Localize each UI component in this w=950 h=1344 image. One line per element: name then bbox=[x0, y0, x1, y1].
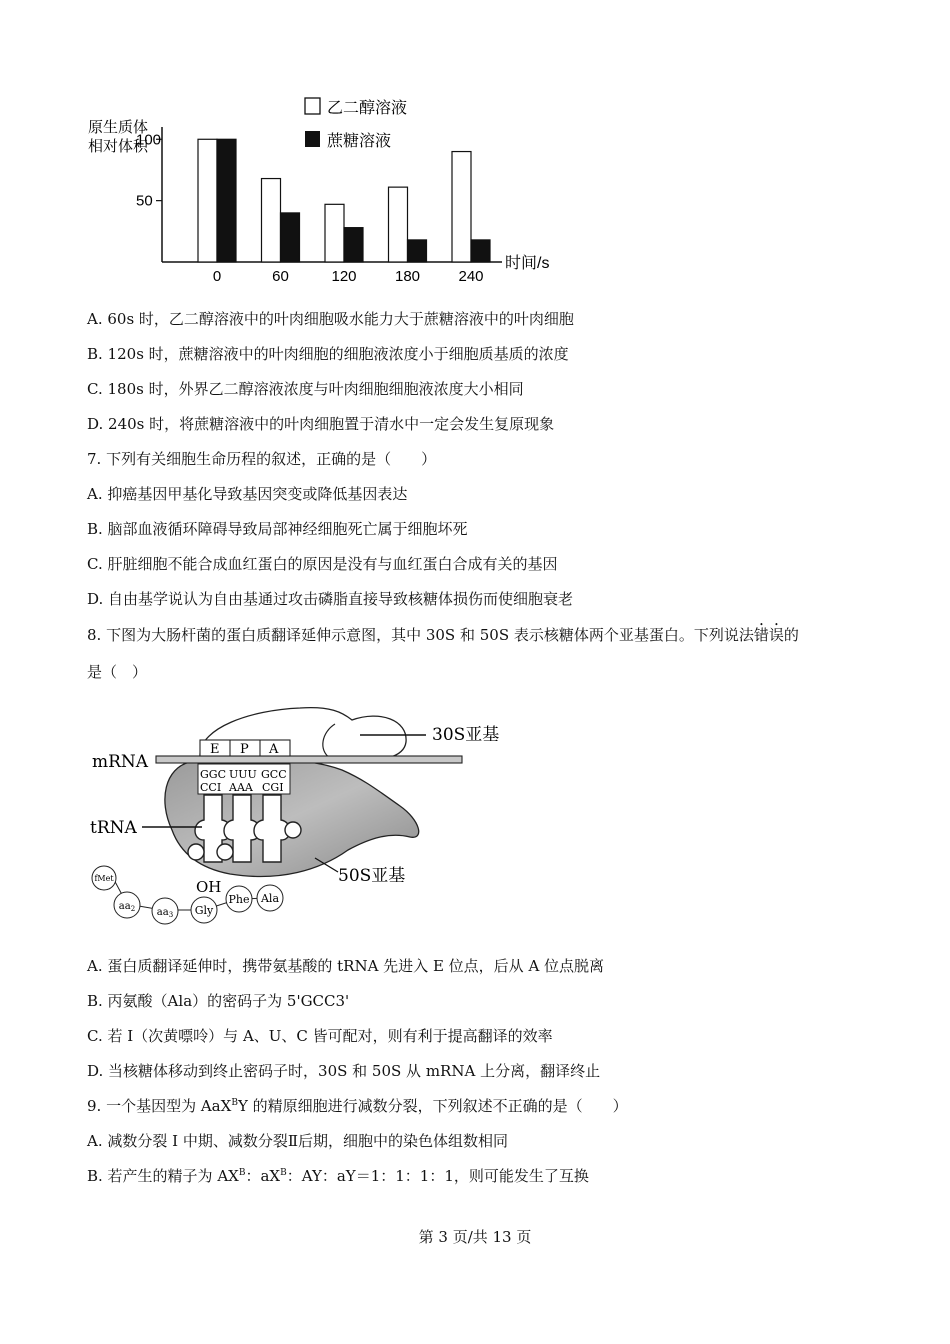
q8-stem-line2: 是（ ） bbox=[87, 663, 148, 681]
q6-option-a: A. 60s 时，乙二醇溶液中的叶肉细胞吸水能力大于蔗糖溶液中的叶肉细胞 bbox=[87, 310, 574, 328]
bar-chart bbox=[80, 85, 600, 290]
bars bbox=[198, 139, 490, 262]
label-30s: 30S亚基 bbox=[432, 725, 500, 745]
trna-1-loop bbox=[188, 844, 204, 860]
q8-stem bbox=[87, 625, 799, 645]
x-tick-60: 60 bbox=[272, 268, 289, 285]
amino-acid-ala bbox=[257, 885, 283, 911]
q9-option-b-sup1: B bbox=[238, 1168, 246, 1178]
q9-option-a: A. 减数分裂 I 中期、减数分裂Ⅱ后期，细胞中的染色体组数相同 bbox=[87, 1132, 509, 1150]
q8-emphasis-char-1: 错 bbox=[753, 626, 769, 644]
legend bbox=[305, 98, 407, 150]
legend-label-ethylene-glycol: 乙二醇溶液 bbox=[327, 100, 408, 117]
site-e: E bbox=[210, 742, 220, 757]
q8-option-b: B. 丙氨酸（Ala）的密码子为 5'GCC3' bbox=[87, 992, 350, 1010]
legend-swatch-ethylene-glycol bbox=[305, 98, 320, 114]
q8-option-d: D. 当核糖体移动到终止密码子时，30S 和 50S 从 mRNA 上分离，翻译终止 bbox=[87, 1062, 601, 1080]
amino-acid-fmet bbox=[92, 866, 116, 890]
q7-option-d: D. 自由基学说认为自由基通过攻击磷脂直接导致核糖体损伤而使细胞衰老 bbox=[87, 590, 574, 608]
bar-ethylene-glycol-120 bbox=[325, 204, 344, 262]
q7-stem: 7. 下列有关细胞生命历程的叙述，正确的是（ ） bbox=[87, 450, 437, 468]
amino-acid-aa3-label: $aa_3$ bbox=[156, 907, 174, 919]
anticodon-2: AAA bbox=[229, 781, 253, 794]
q8-option-c: C. 若 I（次黄嘌呤）与 A、U、C 皆可配对，则有利于提高翻译的效率 bbox=[87, 1027, 553, 1045]
legend-label-sucrose: 蔗糖溶液 bbox=[327, 133, 392, 150]
codon-3: GCC bbox=[261, 768, 287, 781]
q9-stem-sup: B bbox=[231, 1098, 238, 1108]
y-axis-label-line2: 相对体积 bbox=[88, 138, 149, 155]
label-oh: OH bbox=[196, 878, 222, 896]
bar-ethylene-glycol-180 bbox=[389, 187, 408, 262]
q8-option-a: A. 蛋白质翻译延伸时，携带氨基酸的 tRNA 先进入 E 位点，后从 A 位点脱离 bbox=[87, 957, 605, 975]
mrna-strand bbox=[156, 756, 462, 763]
amino-acid-phe-label: Phe bbox=[228, 893, 250, 906]
amino-acid-ala-label: Ala bbox=[260, 892, 280, 905]
x-tick-0: 0 bbox=[212, 268, 222, 285]
bar-ethylene-glycol-240 bbox=[452, 152, 471, 262]
codon-1: GGC bbox=[200, 768, 226, 781]
q8-stem-text: 8. 下图为大肠杆菌的蛋白质翻译延伸示意图，其中 30S 和 50S 表示核糖体两个亚基蛋白。下列说法 bbox=[87, 626, 754, 644]
bar-ethylene-glycol-60 bbox=[262, 179, 281, 262]
amino-acid-gly-label: Gly bbox=[194, 904, 214, 917]
bar-sucrose-0 bbox=[217, 139, 236, 262]
site-p: P bbox=[240, 742, 249, 757]
page-footer: 第 3 页/共 13 页 bbox=[418, 1228, 532, 1246]
q6-option-b: B. 120s 时，蔗糖溶液中的叶肉细胞的细胞液浓度小于细胞质基质的浓度 bbox=[87, 345, 569, 363]
q7-option-a: A. 抑癌基因甲基化导致基因突变或降低基因表达 bbox=[87, 485, 408, 503]
q7-option-b: B. 脑部血液循环障碍导致局部神经细胞死亡属于细胞坏死 bbox=[87, 520, 468, 538]
y-ticks bbox=[136, 131, 162, 209]
amino-acid-aa3 bbox=[152, 898, 178, 924]
q9-option-b-part3: ：AY：aY＝1：1：1：1，则可能发生了互换 bbox=[286, 1167, 589, 1185]
anticodon-1: CCI bbox=[200, 781, 222, 794]
y-tick-label-50: 50 bbox=[136, 192, 153, 210]
q6-option-d: D. 240s 时，将蔗糖溶液中的叶肉细胞置于清水中一定会发生复原现象 bbox=[87, 415, 555, 433]
bar-sucrose-240 bbox=[471, 240, 490, 262]
amino-acid-aa2-label: $aa_2$ bbox=[118, 901, 136, 913]
sites-box bbox=[200, 740, 290, 757]
q9-stem-part1: 9. 一个基因型为 AaX bbox=[87, 1097, 232, 1115]
q7-option-c: C. 肝脏细胞不能合成血红蛋白的原因是没有与血红蛋白合成有关的基因 bbox=[87, 555, 558, 573]
x-ticks bbox=[213, 268, 484, 285]
q9-option-b bbox=[87, 1166, 589, 1186]
x-axis-label: 时间/s bbox=[505, 255, 550, 272]
amino-acid-aa2 bbox=[114, 892, 140, 918]
y-axis-label-line1: 原生质体 bbox=[88, 119, 149, 136]
label-mrna: mRNA bbox=[92, 752, 149, 772]
trna-2-loop bbox=[217, 844, 233, 860]
q9-stem-part2: Y 的精原细胞进行减数分裂，下列叙述不正确的是（ ） bbox=[237, 1097, 628, 1115]
anticodon-3: CGI bbox=[262, 781, 284, 794]
amino-acid-fmet-label: fMet bbox=[94, 874, 114, 883]
label-50s: 50S亚基 bbox=[338, 866, 406, 886]
amino-acid-gly bbox=[191, 897, 217, 923]
label-trna: tRNA bbox=[90, 818, 137, 838]
legend-swatch-sucrose bbox=[305, 131, 320, 147]
trna-3-loop bbox=[285, 822, 301, 838]
q8-stem-end: 的 bbox=[783, 626, 799, 644]
bar-sucrose-120 bbox=[344, 228, 363, 262]
q9-option-b-part2: ：aX bbox=[245, 1167, 281, 1185]
x-tick-120: 120 bbox=[331, 268, 357, 285]
q6-option-c: C. 180s 时，外界乙二醇溶液浓度与叶肉细胞细胞液浓度大小相同 bbox=[87, 380, 524, 398]
bar-sucrose-60 bbox=[281, 213, 300, 262]
x-tick-240: 240 bbox=[458, 268, 484, 285]
y-tick-label-100: 100 bbox=[136, 131, 162, 149]
amino-acid-phe bbox=[226, 886, 252, 912]
q9-option-b-sup2: B bbox=[280, 1168, 287, 1178]
q9-option-b-part1: B. 若产生的精子为 AX bbox=[87, 1167, 239, 1185]
q8-emphasis-char-2: 误 bbox=[768, 626, 784, 644]
x-tick-180: 180 bbox=[394, 268, 421, 285]
bar-ethylene-glycol-0 bbox=[198, 139, 217, 262]
site-a: A bbox=[269, 742, 279, 757]
ribosome-diagram bbox=[80, 700, 540, 930]
bar-sucrose-180 bbox=[408, 240, 427, 262]
codon-2: UUU bbox=[229, 768, 257, 781]
q9-stem bbox=[87, 1096, 628, 1116]
